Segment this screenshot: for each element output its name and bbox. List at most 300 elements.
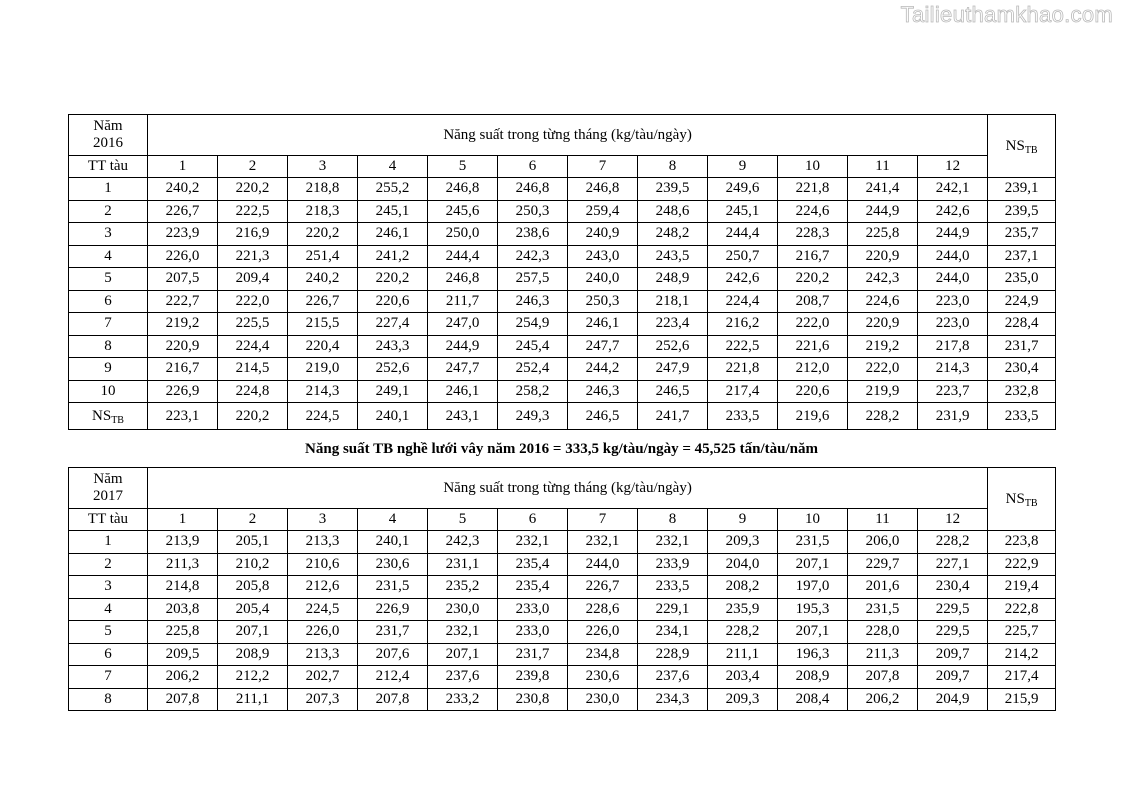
productivity-value: 232,1 bbox=[638, 531, 708, 554]
productivity-value: 246,3 bbox=[568, 380, 638, 403]
productivity-value: 210,6 bbox=[288, 553, 358, 576]
productivity-value: 228,2 bbox=[708, 621, 778, 644]
table-row bbox=[69, 666, 1056, 689]
productivity-value: 254,9 bbox=[498, 313, 568, 336]
row-average: 215,9 bbox=[988, 688, 1056, 711]
productivity-value: 240,2 bbox=[148, 178, 218, 201]
productivity-value: 207,1 bbox=[428, 643, 498, 666]
productivity-value: 245,1 bbox=[708, 200, 778, 223]
productivity-value: 226,9 bbox=[148, 380, 218, 403]
month-header: 10 bbox=[778, 509, 848, 531]
productivity-value: 224,4 bbox=[708, 290, 778, 313]
productivity-value: 207,3 bbox=[288, 688, 358, 711]
productivity-value: 229,1 bbox=[638, 598, 708, 621]
productivity-value: 227,1 bbox=[918, 553, 988, 576]
productivity-value: 218,1 bbox=[638, 290, 708, 313]
productivity-value: 227,4 bbox=[358, 313, 428, 336]
productivity-value: 212,2 bbox=[218, 666, 288, 689]
productivity-value: 245,1 bbox=[358, 200, 428, 223]
table-row bbox=[69, 621, 1056, 644]
month-average: 243,1 bbox=[428, 403, 498, 430]
productivity-value: 232,1 bbox=[498, 531, 568, 554]
productivity-value: 208,9 bbox=[218, 643, 288, 666]
productivity-value: 222,5 bbox=[708, 335, 778, 358]
productivity-value: 231,5 bbox=[778, 531, 848, 554]
productivity-value: 248,2 bbox=[638, 223, 708, 246]
row-average: 237,1 bbox=[988, 245, 1056, 268]
productivity-value: 214,3 bbox=[288, 380, 358, 403]
productivity-value: 228,2 bbox=[918, 531, 988, 554]
productivity-value: 224,4 bbox=[218, 335, 288, 358]
productivity-value: 220,6 bbox=[358, 290, 428, 313]
year-value: 2016 bbox=[93, 135, 123, 151]
productivity-value: 224,6 bbox=[848, 290, 918, 313]
productivity-value: 259,4 bbox=[568, 200, 638, 223]
productivity-value: 229,5 bbox=[918, 598, 988, 621]
productivity-value: 213,3 bbox=[288, 531, 358, 554]
productivity-value: 207,8 bbox=[358, 688, 428, 711]
productivity-value: 226,7 bbox=[148, 200, 218, 223]
productivity-value: 220,2 bbox=[288, 223, 358, 246]
productivity-value: 247,7 bbox=[428, 358, 498, 381]
month-average: 228,2 bbox=[848, 403, 918, 430]
table-row bbox=[69, 178, 1056, 201]
productivity-value: 204,0 bbox=[708, 553, 778, 576]
month-header: 4 bbox=[358, 509, 428, 531]
productivity-value: 230,0 bbox=[428, 598, 498, 621]
productivity-value: 242,3 bbox=[498, 245, 568, 268]
productivity-value: 203,4 bbox=[708, 666, 778, 689]
year-cell bbox=[69, 468, 148, 509]
productivity-value: 240,0 bbox=[568, 268, 638, 291]
vessel-number: 9 bbox=[69, 358, 148, 381]
productivity-value: 246,8 bbox=[568, 178, 638, 201]
productivity-value: 217,4 bbox=[708, 380, 778, 403]
vessel-number: 1 bbox=[69, 531, 148, 554]
productivity-value: 230,0 bbox=[568, 688, 638, 711]
vessel-number: 6 bbox=[69, 643, 148, 666]
productivity-value: 249,6 bbox=[708, 178, 778, 201]
productivity-value: 252,6 bbox=[358, 358, 428, 381]
productivity-value: 241,4 bbox=[848, 178, 918, 201]
productivity-value: 238,6 bbox=[498, 223, 568, 246]
table-row bbox=[69, 335, 1056, 358]
productivity-value: 218,8 bbox=[288, 178, 358, 201]
productivity-value: 230,6 bbox=[358, 553, 428, 576]
row-average: 239,5 bbox=[988, 200, 1056, 223]
productivity-value: 247,7 bbox=[568, 335, 638, 358]
year-label: Năm bbox=[93, 118, 123, 134]
ns-label-sub: TB bbox=[1024, 497, 1038, 509]
month-header: 5 bbox=[428, 509, 498, 531]
productivity-value: 209,3 bbox=[708, 531, 778, 554]
vessel-number: 4 bbox=[69, 598, 148, 621]
table-row bbox=[69, 290, 1056, 313]
productivity-value: 220,9 bbox=[148, 335, 218, 358]
ns-label-main: NS bbox=[1005, 137, 1025, 154]
month-header: 1 bbox=[148, 509, 218, 531]
table-row bbox=[69, 380, 1056, 403]
productivity-value: 207,1 bbox=[778, 621, 848, 644]
productivity-value: 220,4 bbox=[288, 335, 358, 358]
productivity-value: 239,5 bbox=[638, 178, 708, 201]
productivity-value: 242,6 bbox=[708, 268, 778, 291]
productivity-value: 247,9 bbox=[638, 358, 708, 381]
productivity-value: 240,9 bbox=[568, 223, 638, 246]
month-header: 8 bbox=[638, 509, 708, 531]
productivity-value: 243,3 bbox=[358, 335, 428, 358]
month-header: 4 bbox=[358, 156, 428, 178]
month-header: 5 bbox=[428, 156, 498, 178]
productivity-value: 219,2 bbox=[148, 313, 218, 336]
month-average: 223,1 bbox=[148, 403, 218, 430]
year-value: 2017 bbox=[93, 488, 123, 504]
productivity-value: 226,0 bbox=[288, 621, 358, 644]
productivity-value: 222,0 bbox=[778, 313, 848, 336]
table-row bbox=[69, 598, 1056, 621]
productivity-table-2017 bbox=[68, 467, 1056, 711]
productivity-value: 230,6 bbox=[568, 666, 638, 689]
ns-label-main: NS bbox=[92, 407, 112, 424]
productivity-value: 235,9 bbox=[708, 598, 778, 621]
productivity-value: 207,8 bbox=[148, 688, 218, 711]
month-average: 249,3 bbox=[498, 403, 568, 430]
month-header: 11 bbox=[848, 156, 918, 178]
productivity-value: 216,7 bbox=[148, 358, 218, 381]
watermark-logo: Tailieuthamkhao.com bbox=[900, 2, 1113, 27]
productivity-value: 205,8 bbox=[218, 576, 288, 599]
productivity-value: 246,8 bbox=[428, 268, 498, 291]
overall-average: 233,5 bbox=[988, 403, 1056, 430]
productivity-value: 212,6 bbox=[288, 576, 358, 599]
productivity-value: 241,2 bbox=[358, 245, 428, 268]
productivity-value: 207,5 bbox=[148, 268, 218, 291]
productivity-value: 211,3 bbox=[148, 553, 218, 576]
productivity-value: 219,9 bbox=[848, 380, 918, 403]
month-average: 246,5 bbox=[568, 403, 638, 430]
productivity-value: 225,8 bbox=[848, 223, 918, 246]
monthly-productivity-header: Năng suất trong từng tháng (kg/tàu/ngày) bbox=[148, 115, 988, 156]
month-header: 7 bbox=[568, 156, 638, 178]
table-row bbox=[69, 223, 1056, 246]
ns-label-sub: TB bbox=[111, 414, 124, 426]
productivity-value: 216,2 bbox=[708, 313, 778, 336]
productivity-value: 195,3 bbox=[778, 598, 848, 621]
month-header: 3 bbox=[288, 509, 358, 531]
productivity-value: 209,5 bbox=[148, 643, 218, 666]
table-row bbox=[69, 268, 1056, 291]
productivity-value: 219,2 bbox=[848, 335, 918, 358]
productivity-value: 222,0 bbox=[848, 358, 918, 381]
productivity-value: 240,2 bbox=[288, 268, 358, 291]
row-average: 235,7 bbox=[988, 223, 1056, 246]
productivity-value: 222,0 bbox=[218, 290, 288, 313]
productivity-value: 234,8 bbox=[568, 643, 638, 666]
row-average: 232,8 bbox=[988, 380, 1056, 403]
table-row bbox=[69, 200, 1056, 223]
productivity-value: 242,3 bbox=[848, 268, 918, 291]
vessel-number: 4 bbox=[69, 245, 148, 268]
productivity-value: 207,8 bbox=[848, 666, 918, 689]
productivity-value: 232,1 bbox=[568, 531, 638, 554]
productivity-value: 225,8 bbox=[148, 621, 218, 644]
productivity-value: 197,0 bbox=[778, 576, 848, 599]
productivity-value: 220,9 bbox=[848, 245, 918, 268]
productivity-value: 203,8 bbox=[148, 598, 218, 621]
productivity-value: 246,1 bbox=[428, 380, 498, 403]
productivity-value: 245,6 bbox=[428, 200, 498, 223]
productivity-value: 224,8 bbox=[218, 380, 288, 403]
productivity-value: 226,7 bbox=[568, 576, 638, 599]
productivity-value: 234,3 bbox=[638, 688, 708, 711]
productivity-value: 242,1 bbox=[918, 178, 988, 201]
vessel-number: 8 bbox=[69, 688, 148, 711]
month-header-row bbox=[69, 509, 1056, 531]
row-average: 222,8 bbox=[988, 598, 1056, 621]
productivity-value: 245,4 bbox=[498, 335, 568, 358]
productivity-value: 250,3 bbox=[498, 200, 568, 223]
productivity-value: 233,5 bbox=[638, 576, 708, 599]
vessel-number-header: TT tàu bbox=[69, 509, 148, 531]
productivity-value: 221,6 bbox=[778, 335, 848, 358]
productivity-value: 242,6 bbox=[918, 200, 988, 223]
vessel-number: 7 bbox=[69, 313, 148, 336]
productivity-value: 258,2 bbox=[498, 380, 568, 403]
month-average: 220,2 bbox=[218, 403, 288, 430]
table-body bbox=[69, 468, 1056, 711]
row-average: 225,7 bbox=[988, 621, 1056, 644]
month-header: 2 bbox=[218, 156, 288, 178]
productivity-value: 244,2 bbox=[568, 358, 638, 381]
average-productivity-caption: Năng suất TB nghề lưới vây năm 2016 = 333,5 kg/tàu/ngày = 45,525 tấn/tàu/năm bbox=[305, 441, 818, 457]
month-average: 233,5 bbox=[708, 403, 778, 430]
table-body bbox=[69, 115, 1056, 430]
productivity-value: 223,4 bbox=[638, 313, 708, 336]
productivity-value: 221,8 bbox=[778, 178, 848, 201]
productivity-value: 244,4 bbox=[428, 245, 498, 268]
productivity-value: 209,4 bbox=[218, 268, 288, 291]
productivity-value: 244,0 bbox=[568, 553, 638, 576]
productivity-value: 252,4 bbox=[498, 358, 568, 381]
productivity-value: 244,9 bbox=[428, 335, 498, 358]
productivity-value: 217,8 bbox=[918, 335, 988, 358]
productivity-value: 216,7 bbox=[778, 245, 848, 268]
productivity-value: 214,5 bbox=[218, 358, 288, 381]
productivity-value: 231,5 bbox=[848, 598, 918, 621]
productivity-value: 226,7 bbox=[288, 290, 358, 313]
productivity-value: 228,3 bbox=[778, 223, 848, 246]
productivity-value: 210,2 bbox=[218, 553, 288, 576]
productivity-value: 222,7 bbox=[148, 290, 218, 313]
productivity-value: 224,6 bbox=[778, 200, 848, 223]
productivity-value: 239,8 bbox=[498, 666, 568, 689]
productivity-value: 220,2 bbox=[358, 268, 428, 291]
productivity-value: 207,6 bbox=[358, 643, 428, 666]
productivity-value: 247,0 bbox=[428, 313, 498, 336]
productivity-value: 237,6 bbox=[428, 666, 498, 689]
productivity-value: 204,9 bbox=[918, 688, 988, 711]
vessel-number: 5 bbox=[69, 621, 148, 644]
table-row bbox=[69, 576, 1056, 599]
productivity-value: 231,5 bbox=[358, 576, 428, 599]
productivity-value: 250,0 bbox=[428, 223, 498, 246]
productivity-table-2016 bbox=[68, 114, 1056, 430]
productivity-value: 221,3 bbox=[218, 245, 288, 268]
productivity-value: 244,9 bbox=[918, 223, 988, 246]
productivity-value: 249,1 bbox=[358, 380, 428, 403]
productivity-value: 208,7 bbox=[778, 290, 848, 313]
productivity-value: 208,4 bbox=[778, 688, 848, 711]
productivity-value: 235,4 bbox=[498, 553, 568, 576]
table-row bbox=[69, 313, 1056, 336]
productivity-value: 246,8 bbox=[428, 178, 498, 201]
table-row bbox=[69, 531, 1056, 554]
productivity-value: 212,4 bbox=[358, 666, 428, 689]
productivity-value: 230,4 bbox=[918, 576, 988, 599]
productivity-value: 244,4 bbox=[708, 223, 778, 246]
month-average: 231,9 bbox=[918, 403, 988, 430]
productivity-value: 231,7 bbox=[358, 621, 428, 644]
average-row bbox=[69, 403, 1056, 430]
productivity-value: 205,1 bbox=[218, 531, 288, 554]
productivity-value: 229,5 bbox=[918, 621, 988, 644]
table-row bbox=[69, 643, 1056, 666]
month-header: 6 bbox=[498, 509, 568, 531]
row-average: 231,7 bbox=[988, 335, 1056, 358]
month-average: 240,1 bbox=[358, 403, 428, 430]
row-average: 228,4 bbox=[988, 313, 1056, 336]
productivity-value: 244,0 bbox=[918, 268, 988, 291]
productivity-value: 234,1 bbox=[638, 621, 708, 644]
productivity-value: 243,5 bbox=[638, 245, 708, 268]
productivity-value: 226,0 bbox=[148, 245, 218, 268]
productivity-value: 248,9 bbox=[638, 268, 708, 291]
year-cell bbox=[69, 115, 148, 156]
productivity-value: 224,5 bbox=[288, 598, 358, 621]
row-average: 224,9 bbox=[988, 290, 1056, 313]
vessel-number: 7 bbox=[69, 666, 148, 689]
productivity-value: 228,9 bbox=[638, 643, 708, 666]
productivity-value: 223,0 bbox=[918, 313, 988, 336]
header-row bbox=[69, 115, 1056, 156]
productivity-value: 211,3 bbox=[848, 643, 918, 666]
month-header: 8 bbox=[638, 156, 708, 178]
row-average: 222,9 bbox=[988, 553, 1056, 576]
productivity-value: 215,5 bbox=[288, 313, 358, 336]
table-row bbox=[69, 358, 1056, 381]
productivity-value: 233,9 bbox=[638, 553, 708, 576]
productivity-value: 244,0 bbox=[918, 245, 988, 268]
productivity-value: 231,1 bbox=[428, 553, 498, 576]
productivity-value: 214,3 bbox=[918, 358, 988, 381]
productivity-value: 212,0 bbox=[778, 358, 848, 381]
productivity-value: 235,4 bbox=[498, 576, 568, 599]
productivity-value: 223,0 bbox=[918, 290, 988, 313]
productivity-value: 233,0 bbox=[498, 598, 568, 621]
average-row-label bbox=[69, 403, 148, 430]
row-average: 235,0 bbox=[988, 268, 1056, 291]
productivity-value: 196,3 bbox=[778, 643, 848, 666]
vessel-number: 1 bbox=[69, 178, 148, 201]
productivity-value: 228,6 bbox=[568, 598, 638, 621]
productivity-value: 229,7 bbox=[848, 553, 918, 576]
productivity-value: 233,2 bbox=[428, 688, 498, 711]
productivity-value: 208,2 bbox=[708, 576, 778, 599]
productivity-value: 211,1 bbox=[218, 688, 288, 711]
productivity-value: 209,3 bbox=[708, 688, 778, 711]
monthly-productivity-header: Năng suất trong từng tháng (kg/tàu/ngày) bbox=[148, 468, 988, 509]
month-average: 219,6 bbox=[778, 403, 848, 430]
productivity-value: 201,6 bbox=[848, 576, 918, 599]
vessel-number: 5 bbox=[69, 268, 148, 291]
year-label: Năm bbox=[93, 471, 123, 487]
table-row bbox=[69, 245, 1056, 268]
productivity-value: 207,1 bbox=[218, 621, 288, 644]
productivity-value: 244,9 bbox=[848, 200, 918, 223]
month-header: 12 bbox=[918, 156, 988, 178]
productivity-value: 223,9 bbox=[148, 223, 218, 246]
month-header: 12 bbox=[918, 509, 988, 531]
row-average: 217,4 bbox=[988, 666, 1056, 689]
vessel-number: 2 bbox=[69, 200, 148, 223]
productivity-value: 219,0 bbox=[288, 358, 358, 381]
month-header: 10 bbox=[778, 156, 848, 178]
month-header: 11 bbox=[848, 509, 918, 531]
header-row bbox=[69, 468, 1056, 509]
productivity-value: 220,2 bbox=[218, 178, 288, 201]
productivity-value: 246,1 bbox=[358, 223, 428, 246]
row-average: 223,8 bbox=[988, 531, 1056, 554]
productivity-value: 255,2 bbox=[358, 178, 428, 201]
productivity-value: 221,8 bbox=[708, 358, 778, 381]
productivity-value: 246,5 bbox=[638, 380, 708, 403]
productivity-value: 242,3 bbox=[428, 531, 498, 554]
productivity-value: 240,1 bbox=[358, 531, 428, 554]
productivity-value: 213,9 bbox=[148, 531, 218, 554]
month-header: 2 bbox=[218, 509, 288, 531]
productivity-value: 202,7 bbox=[288, 666, 358, 689]
month-average: 224,5 bbox=[288, 403, 358, 430]
vessel-number: 2 bbox=[69, 553, 148, 576]
month-header: 6 bbox=[498, 156, 568, 178]
productivity-value: 209,7 bbox=[918, 643, 988, 666]
productivity-value: 220,6 bbox=[778, 380, 848, 403]
productivity-value: 206,2 bbox=[148, 666, 218, 689]
row-average: 214,2 bbox=[988, 643, 1056, 666]
row-average: 230,4 bbox=[988, 358, 1056, 381]
productivity-value: 220,9 bbox=[848, 313, 918, 336]
month-header: 7 bbox=[568, 509, 638, 531]
month-header: 9 bbox=[708, 509, 778, 531]
vessel-number: 3 bbox=[69, 223, 148, 246]
productivity-value: 208,9 bbox=[778, 666, 848, 689]
productivity-value: 206,0 bbox=[848, 531, 918, 554]
table-row bbox=[69, 553, 1056, 576]
productivity-value: 230,8 bbox=[498, 688, 568, 711]
productivity-value: 209,7 bbox=[918, 666, 988, 689]
productivity-value: 250,7 bbox=[708, 245, 778, 268]
productivity-value: 206,2 bbox=[848, 688, 918, 711]
ns-label-sub: TB bbox=[1024, 144, 1038, 156]
month-average: 241,7 bbox=[638, 403, 708, 430]
productivity-value: 228,0 bbox=[848, 621, 918, 644]
vessel-number-header: TT tàu bbox=[69, 156, 148, 178]
productivity-value: 211,1 bbox=[708, 643, 778, 666]
vessel-number: 6 bbox=[69, 290, 148, 313]
productivity-value: 246,3 bbox=[498, 290, 568, 313]
productivity-value: 235,2 bbox=[428, 576, 498, 599]
productivity-value: 257,5 bbox=[498, 268, 568, 291]
